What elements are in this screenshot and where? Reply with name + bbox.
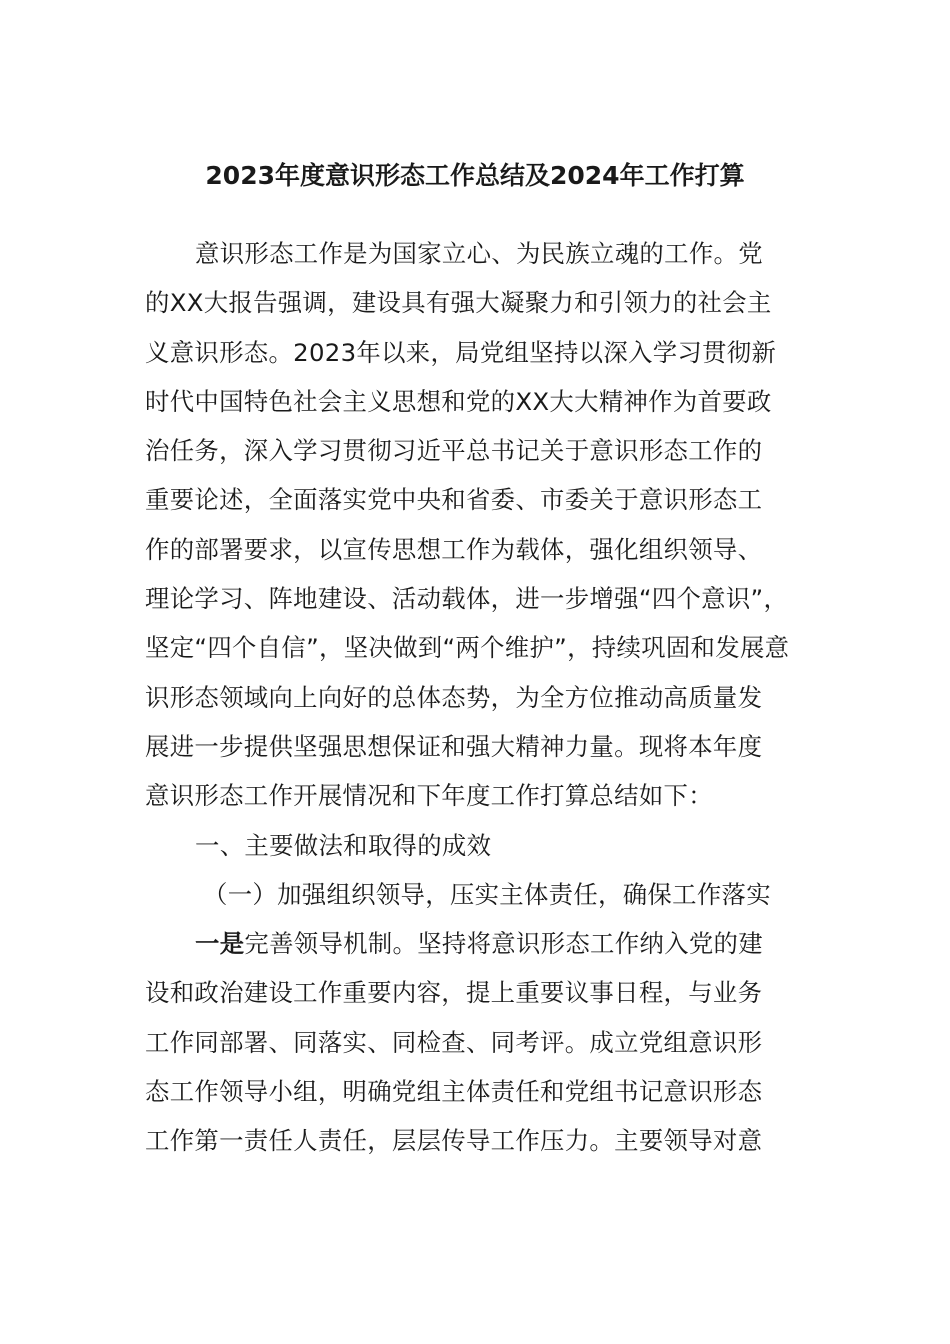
paragraph-line: 理论学习、阵地建设、活动载体，进一步增强“四个意识”， bbox=[145, 584, 789, 614]
section-heading: 一、主要做法和取得的成效 bbox=[195, 830, 492, 860]
paragraph-line: 时代中国特色社会主义思想和党的XX大大精神作为首要政 bbox=[145, 386, 772, 416]
document-title: 2023年度意识形态工作总结及2024年工作打算 bbox=[205, 161, 745, 190]
paragraph-line: 意识形态工作开展情况和下年度工作打算总结如下： bbox=[145, 781, 713, 811]
paragraph-line: 的XX大报告强调，建设具有强大凝聚力和引领力的社会主 bbox=[145, 288, 772, 318]
paragraph-line: 展进一步提供坚强思想保证和强大精神力量。现将本年度 bbox=[145, 731, 763, 761]
paragraph-line-text: 完善领导机制。坚持将意识形态工作纳入党的建 bbox=[244, 929, 763, 959]
paragraph-line: 设和政治建设工作重要内容，提上重要议事日程，与业务 bbox=[145, 978, 763, 1008]
subsection-heading: （一）加强组织领导，压实主体责任，确保工作落实 bbox=[203, 879, 771, 909]
paragraph-line: 作的部署要求，以宣传思想工作为载体，强化组织领导、 bbox=[145, 534, 763, 564]
paragraph-line: 重要论述，全面落实党中央和省委、市委关于意识形态工 bbox=[145, 485, 763, 515]
paragraph-line: 义意识形态。2023年以来，局党组坚持以深入学习贯彻新 bbox=[145, 337, 777, 367]
document-body bbox=[145, 229, 810, 1166]
paragraph-line: 工作同部署、同落实、同检查、同考评。成立党组意识形 bbox=[145, 1027, 763, 1057]
lead-bold-text: 一是 bbox=[195, 929, 245, 959]
paragraph-line bbox=[145, 919, 810, 968]
paragraph-line: 坚定“四个自信”，坚决做到“两个维护”，持续巩固和发展意 bbox=[145, 633, 790, 663]
paragraph-line: 意识形态工作是为国家立心、为民族立魂的工作。党 bbox=[195, 239, 763, 268]
paragraph-line: 工作第一责任人责任，层层传导工作压力。主要领导对意 bbox=[145, 1126, 763, 1156]
paragraph-line: 治任务，深入学习贯彻习近平总书记关于意识形态工作的 bbox=[145, 436, 763, 466]
paragraph-line: 态工作领导小组，明确党组主体责任和党组书记意识形态 bbox=[145, 1077, 763, 1107]
paragraph-line: 识形态领域向上向好的总体态势，为全方位推动高质量发 bbox=[145, 682, 763, 712]
